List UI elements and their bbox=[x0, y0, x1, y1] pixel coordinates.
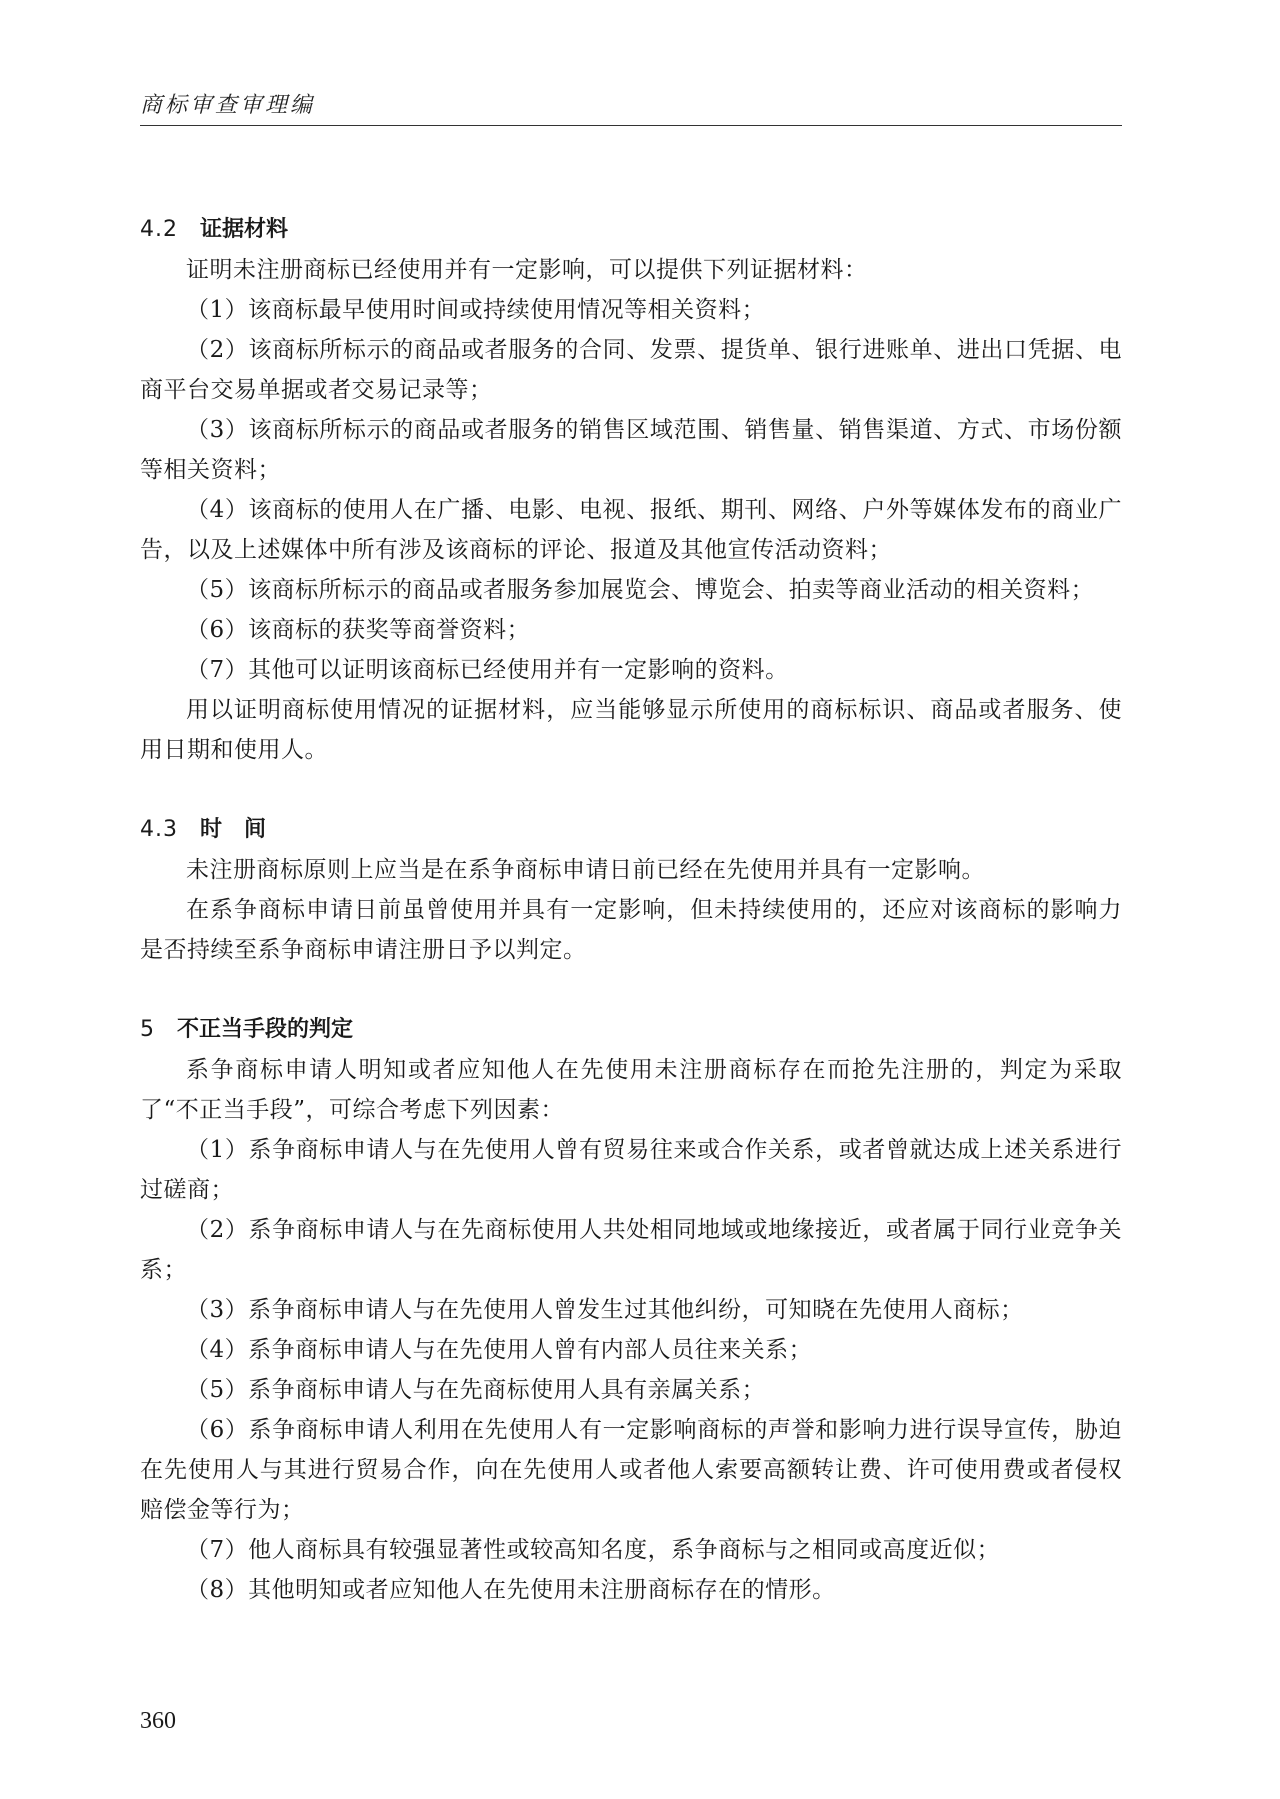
list-item: （3）该商标所标示的商品或者服务的销售区域范围、销售量、销售渠道、方式、市场份额等相关资料； bbox=[140, 417, 1122, 483]
list-item: （7）其他可以证明该商标已经使用并有一定影响的资料。 bbox=[186, 657, 789, 683]
list-item: （4）系争商标申请人与在先使用人曾有内部人员往来关系； bbox=[186, 1337, 813, 1363]
section-5 bbox=[140, 1010, 1122, 1610]
list-item: （3）系争商标申请人与在先使用人曾发生过其他纠纷，可知晓在先使用人商标； bbox=[186, 1297, 1024, 1323]
page-body bbox=[140, 210, 1122, 1610]
section-number: 5 bbox=[140, 1017, 155, 1042]
document-page bbox=[140, 0, 1122, 1799]
list-item: （2）系争商标申请人与在先商标使用人共处相同地域或地缘接近，或者属于同行业竞争关系； bbox=[140, 1217, 1122, 1283]
section-title: 时 间 bbox=[200, 817, 267, 842]
header-rule bbox=[140, 125, 1122, 126]
list-item: （1）系争商标申请人与在先使用人曾有贸易往来或合作关系，或者曾就达成上述关系进行过磋商； bbox=[140, 1137, 1122, 1203]
paragraph: 在系争商标申请日前虽曾使用并具有一定影响，但未持续使用的，还应对该商标的影响力是否持续至系争商标申请注册日予以判定。 bbox=[140, 897, 1122, 963]
paragraph: 证明未注册商标已经使用并有一定影响，可以提供下列证据材料： bbox=[186, 257, 868, 283]
list-item: （5）该商标所标示的商品或者服务参加展览会、博览会、拍卖等商业活动的相关资料； bbox=[186, 577, 1095, 603]
section-title: 不正当手段的判定 bbox=[177, 1017, 354, 1042]
list-item: （2）该商标所标示的商品或者服务的合同、发票、提货单、银行进账单、进出口凭据、电商平台交易单据或者交易记录等； bbox=[140, 337, 1122, 403]
list-item: （7）他人商标具有较强显著性或较高知名度，系争商标与之相同或高度近似； bbox=[186, 1537, 1001, 1563]
paragraph: 用以证明商标使用情况的证据材料，应当能够显示所使用的商标标识、商品或者服务、使用日期和使用人。 bbox=[140, 697, 1122, 763]
list-item: （5）系争商标申请人与在先商标使用人具有亲属关系； bbox=[186, 1377, 766, 1403]
section-number: 4.2 bbox=[140, 217, 178, 242]
running-header: 商标审查审理编 bbox=[140, 93, 316, 118]
list-item: （1）该商标最早使用时间或持续使用情况等相关资料； bbox=[186, 297, 766, 323]
section-4-3 bbox=[140, 810, 1122, 970]
paragraph: 系争商标申请人明知或者应知他人在先使用未注册商标存在而抢先注册的，判定为采取了“不正当手段”，可综合考虑下列因素： bbox=[140, 1057, 1122, 1123]
list-item: （8）其他明知或者应知他人在先使用未注册商标存在的情形。 bbox=[186, 1577, 836, 1603]
list-item: （6）该商标的获奖等商誉资料； bbox=[186, 617, 531, 643]
section-heading bbox=[140, 210, 1122, 250]
section-title: 证据材料 bbox=[200, 217, 289, 242]
section-heading bbox=[140, 810, 1122, 850]
section-number: 4.3 bbox=[140, 817, 178, 842]
paragraph: 未注册商标原则上应当是在系争商标申请日前已经在先使用并具有一定影响。 bbox=[186, 857, 985, 883]
section-4-2 bbox=[140, 210, 1122, 770]
page-number: 360 bbox=[140, 1708, 176, 1734]
section-heading bbox=[140, 1010, 1122, 1050]
list-item: （6）系争商标申请人利用在先使用人有一定影响商标的声誉和影响力进行误导宣传，胁迫在先使用人与其进行贸易合作，向在先使用人或者他人索要高额转让费、许可使用费或者侵权赔偿金等行为； bbox=[140, 1417, 1122, 1523]
list-item: （4）该商标的使用人在广播、电影、电视、报纸、期刊、网络、户外等媒体发布的商业广告，以及上述媒体中所有涉及该商标的评论、报道及其他宣传活动资料； bbox=[140, 497, 1122, 563]
